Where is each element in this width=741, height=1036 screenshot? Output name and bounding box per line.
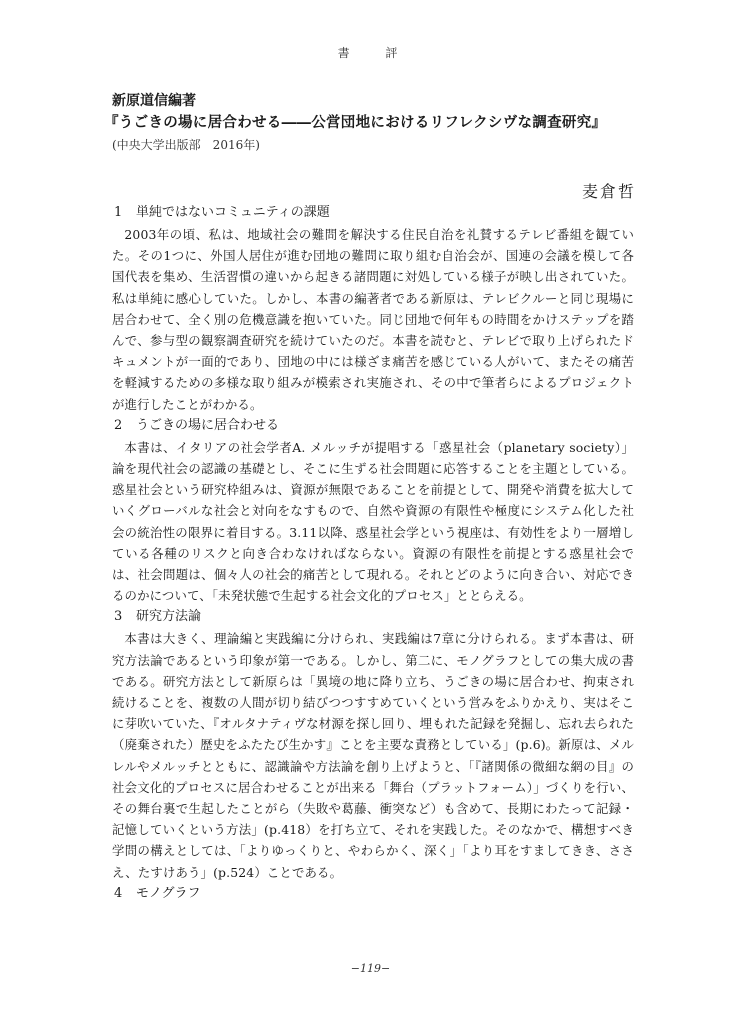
section-title: 研究方法論 (136, 609, 202, 625)
section-number: 4 (114, 885, 123, 901)
section-title: 単純ではないコミュニティの課題 (136, 205, 330, 220)
section-paragraph: 本書は大きく、理論編と実践編に分けられ、実践編は7章に分けられる。まず本書は、研究方法論であるという印象が第一である。しかし、第二に、モノグラフとしての集大成の書である。研究方法として新原らは「異境の地に降り立ち、うごきの場に居合わせ、拘束され続けることを、複数の人間が切り結びつつすすめていくという営みをふりかえり、実はそこに芽吹いていた、『オルタナティヴな材源を探し回り、埋もれた記録を発掘し、忘れ去られた（廃棄された）歴史をふたたび生かす』ことを主要な責務としている」(p.6)。新原は、メルレルやメルッチとともに、認識論や方法論を創り上げようと、「『諸関係の微細な網の目』の社会文化的プロセスに居合わせることが出来る「舞台（プラットフォーム）」づくりを行い、その舞台裏で生起したことがら（失敗や葛藤、衝突など）も含めて、長期にわたって記録・記憶していくという方法」(p.418）を打ち立て、それを実践した。そのなかで、構想すべき学問の構えとしては、「よりゆっくりと、やわらかく、深く」「より耳をすましてきき、ささえ、たすけあう」(p.524）ことである。 (112, 631, 634, 880)
section-paragraph: 本書は、イタリアの社会学者A. メルッチが提唱する「惑星社会（planetary society）」論を現代社会の認識の基礎とし、そこに生ずる社会問題に応答することを主題としている。惑星社会という研究枠組みは、資源が無限であることを前提として、開発や消費を拡大していくグローバルな社会と対向をなすもので、自然や資源の有限性や極度にシステム化した社会の統治性の限界に着目する。3.11以降、惑星社会学という視座は、有効性をより一層増している各種のリスクと向き合わなければならない。資源の有限性を前提とする惑星社会では、社会問題は、個々人の社会的痛苦として現れる。それとどのように向き合い、対応できるのかについて、「未発状態で生起する社会文化的プロセス」ととらえる。 (112, 439, 634, 604)
running-head (0, 44, 741, 61)
book-publisher: (中央大学出版部 2016年) (112, 138, 260, 152)
section-number: 3 (114, 609, 123, 625)
running-head-char-2: 評 (385, 46, 404, 60)
book-title: 『うごきの場に居合わせる――公営団地におけるリフレクシヴな調査研究』 (104, 114, 607, 131)
book-author: 新原道信編著 (112, 93, 196, 109)
section-heading (112, 416, 634, 437)
section-4 (112, 884, 634, 905)
section-paragraph: 2003年の頃、私は、地域社会の難問を解決する住民自治を礼賛するテレビ番組を観ていた。その1つに、外国人居住が進む団地の難問に取り組む自治会が、国連の会議を模して各国代表を集め、生活習慣の違いから起きる諸問題に対処している様子が映し出されていた。私は単純に感心していた。しかし、本書の編著者である新原は、テレビクルーと同じ現場に居合わせて、全く別の危機意識を抱いていた。同じ団地で何年もの時間をかけステップを踏んで、参与型の観察調査研究を続けていたのだ。本書を読むと、テレビで取り上げられたドキュメントが一面的であり、団地の中には様ざま痛苦を感じている人がいて、またその痛苦を軽減するための多様な取り組みが模索され実施され、その中で筆者らによるプロジェクトが進行したことがわかる。 (112, 227, 634, 412)
section-title: モノグラフ (136, 885, 201, 901)
section-3 (112, 607, 634, 882)
section-1 (112, 203, 634, 415)
section-title: うごきの場に居合わせる (136, 417, 280, 433)
running-head-char-1: 書 (337, 46, 356, 60)
page-number: −119− (350, 962, 391, 975)
section-heading (112, 884, 634, 905)
section-heading (112, 607, 634, 628)
reviewer-name: 麦倉哲 (581, 182, 636, 201)
section-heading (112, 203, 634, 224)
section-number: 1 (114, 205, 123, 220)
review-body (112, 203, 634, 905)
section-2 (112, 416, 634, 607)
section-number: 2 (114, 417, 123, 433)
